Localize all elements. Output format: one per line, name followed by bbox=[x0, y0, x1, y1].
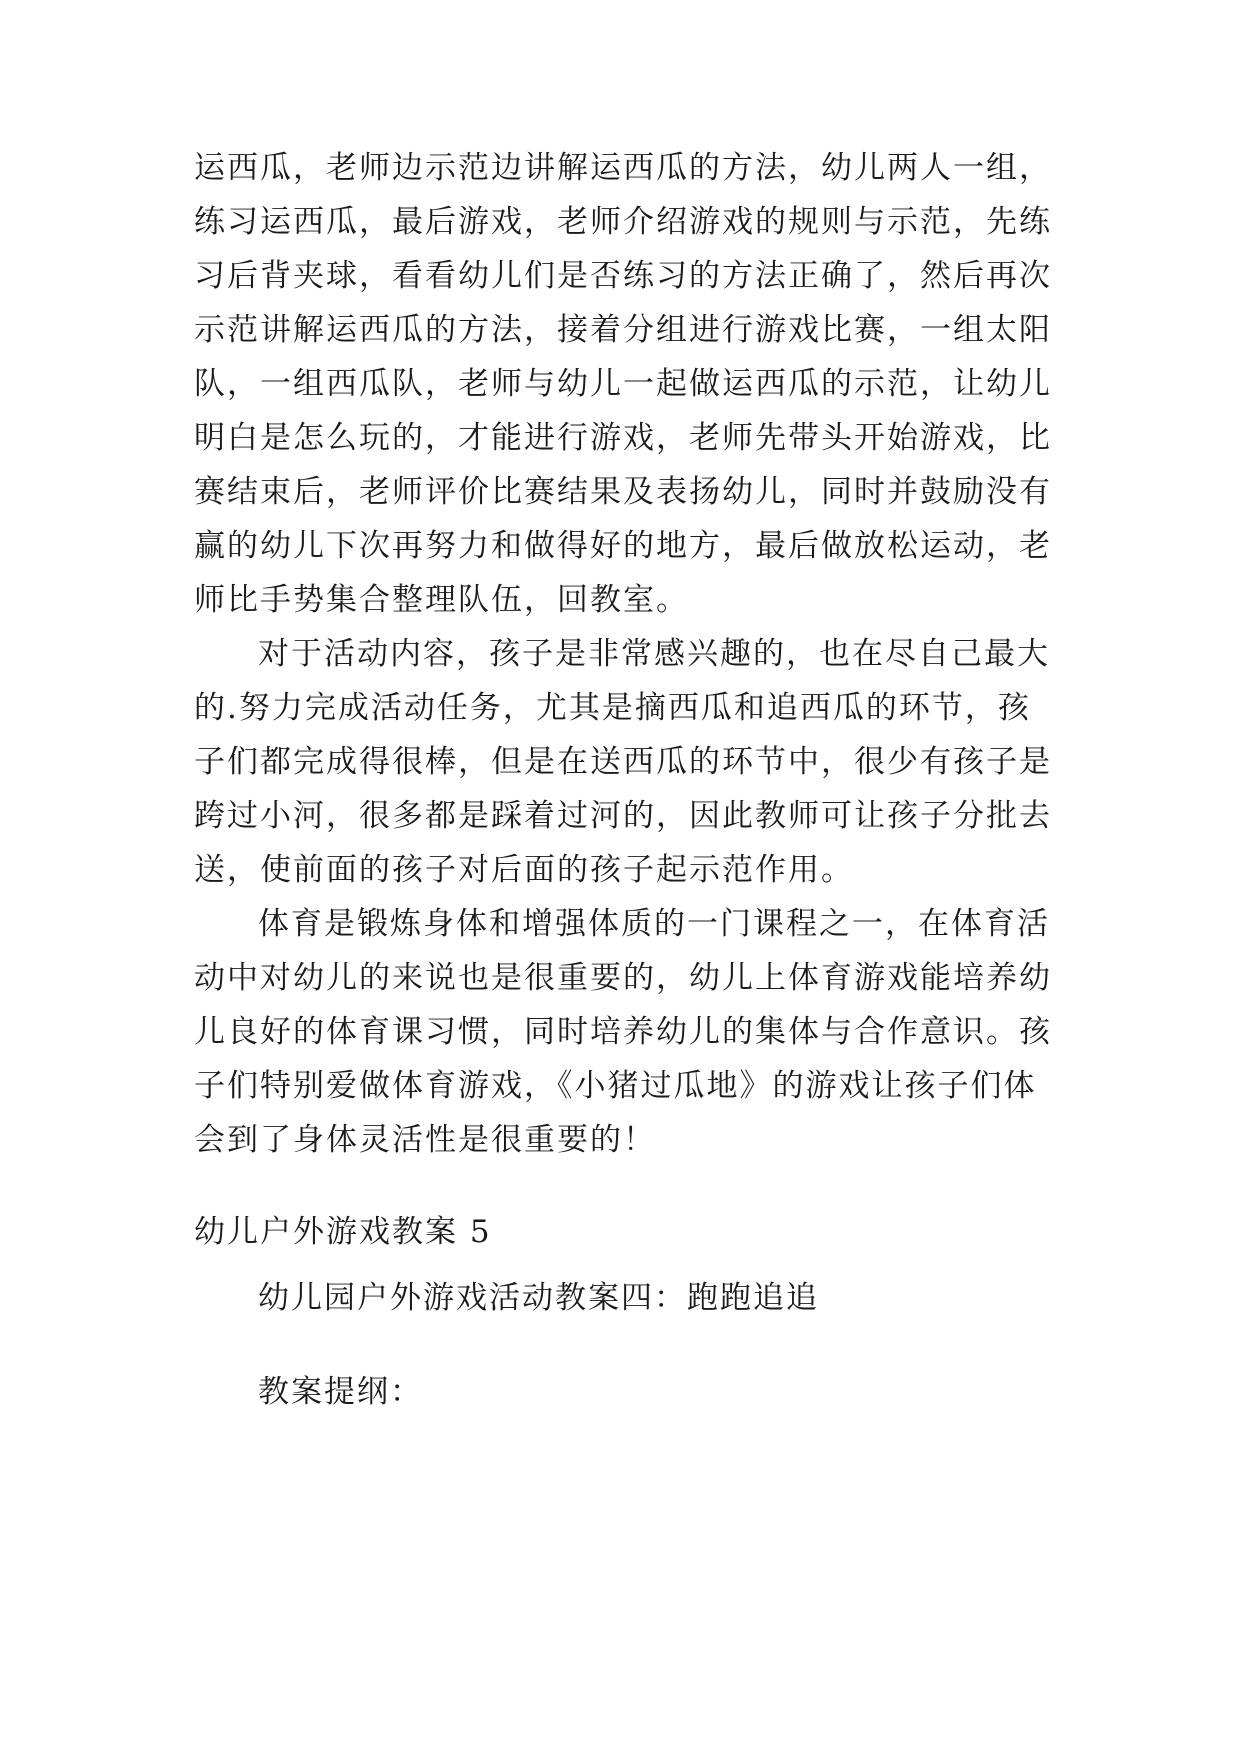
paragraph-line: 习后背夹球，看看幼儿们是否练习的方法正确了，然后再次 bbox=[194, 258, 1052, 294]
paragraph-line: 师比手势集合整理队伍，回教室。 bbox=[194, 582, 689, 618]
paragraph-line: 子们都完成得很棒，但是在送西瓜的环节中，很少有孩子是 bbox=[194, 744, 1052, 780]
section-title: 幼儿户外游戏教案 5 bbox=[194, 1214, 492, 1250]
subtitle: 幼儿园户外游戏活动教案四：跑跑追追 bbox=[258, 1280, 819, 1316]
paragraph-line: 会到了身体灵活性是很重要的！ bbox=[194, 1122, 656, 1158]
paragraph-line: 送，使前面的孩子对后面的孩子起示范作用。 bbox=[194, 852, 854, 888]
paragraph-line: 运西瓜，老师边示范边讲解运西瓜的方法，幼儿两人一组， bbox=[194, 150, 1052, 186]
outline-heading: 教案提纲： bbox=[258, 1374, 423, 1410]
paragraph-line: 跨过小河，很多都是踩着过河的，因此教师可让孩子分批去 bbox=[194, 798, 1052, 834]
paragraph-line: 示范讲解运西瓜的方法，接着分组进行游戏比赛，一组太阳 bbox=[194, 312, 1052, 348]
paragraph-line: 队，一组西瓜队，老师与幼儿一起做运西瓜的示范，让幼儿 bbox=[194, 366, 1052, 402]
paragraph-line: 的.努力完成活动任务，尤其是摘西瓜和追西瓜的环节，孩 bbox=[194, 690, 1031, 726]
paragraph-line: 赛结束后，老师评价比赛结果及表扬幼儿，同时并鼓励没有 bbox=[194, 474, 1052, 510]
paragraph-line: 练习运西瓜，最后游戏，老师介绍游戏的规则与示范，先练 bbox=[194, 204, 1052, 240]
paragraph-line: 体育是锻炼身体和增强体质的一门课程之一，在体育活 bbox=[258, 906, 1050, 942]
paragraph-line: 动中对幼儿的来说也是很重要的，幼儿上体育游戏能培养幼 bbox=[194, 960, 1052, 996]
paragraph-line: 子们特别爱做体育游戏，《小猪过瓜地》的游戏让孩子们体 bbox=[194, 1068, 1037, 1104]
paragraph-line: 明白是怎么玩的，才能进行游戏，老师先带头开始游戏，比 bbox=[194, 420, 1052, 456]
paragraph-line: 赢的幼儿下次再努力和做得好的地方，最后做放松运动，老 bbox=[194, 528, 1052, 564]
paragraph-line: 儿良好的体育课习惯，同时培养幼儿的集体与合作意识。孩 bbox=[194, 1014, 1052, 1050]
paragraph-line: 对于活动内容，孩子是非常感兴趣的，也在尽自己最大 bbox=[258, 636, 1050, 672]
